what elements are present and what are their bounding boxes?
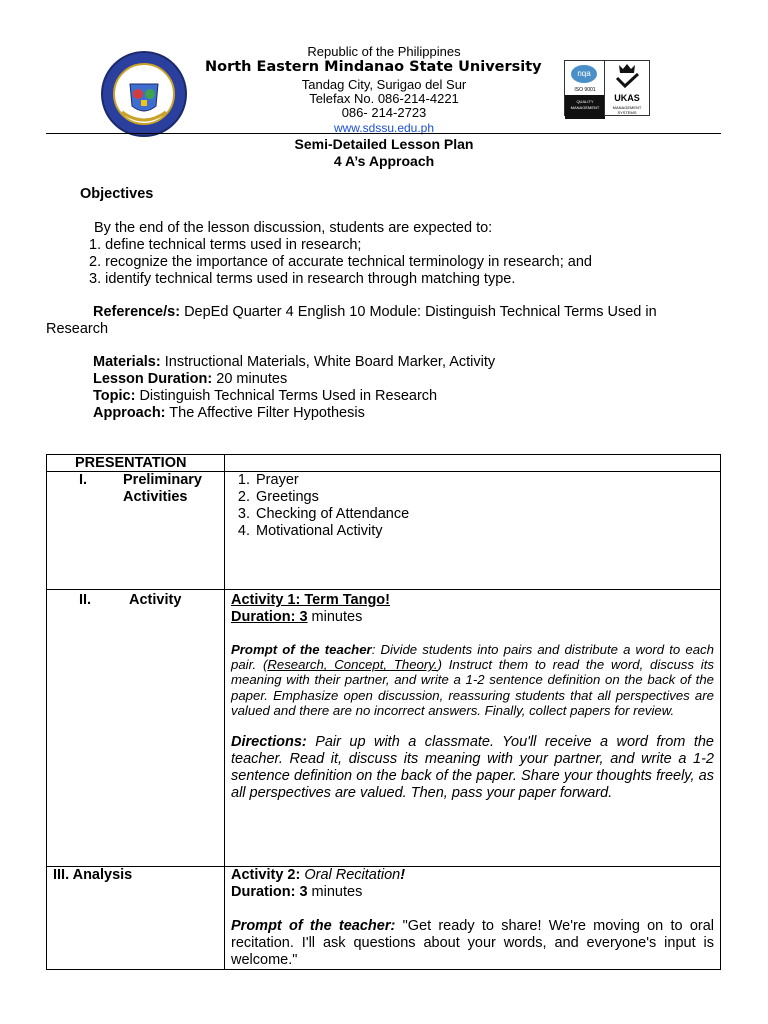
university-name: North Eastern Mindanao State University — [205, 59, 542, 75]
presentation-header: PRESENTATION — [47, 455, 225, 472]
activity-title: Activity 1: Term Tango! — [231, 592, 390, 608]
preliminary-cell: I. Preliminary Activities — [47, 472, 225, 590]
approach-line: Approach: The Affective Filter Hypothesis — [93, 405, 365, 421]
table-row — [47, 472, 721, 590]
objectives-heading: Objectives — [80, 186, 154, 202]
table-row — [47, 455, 721, 472]
reference-continued: Research — [46, 321, 109, 337]
objective-item: 1. define technical terms used in research; — [89, 237, 362, 253]
city-line: Tandag City, Surigao del Sur — [301, 77, 467, 92]
analysis-title: Activity 2: Oral Recitation! — [231, 867, 406, 883]
list-item: 4. Motivational Activity — [237, 523, 383, 539]
reference-line: Reference/s: DepEd Quarter 4 English 10 Module: Distinguish Technical Terms Used in — [93, 304, 657, 320]
plan-title: Semi-Detailed Lesson Plan — [294, 136, 474, 152]
objectives-intro: By the end of the lesson discussion, students are expected to: — [94, 220, 493, 236]
header-divider — [46, 133, 721, 134]
activity-content — [225, 590, 721, 867]
lesson-plan-table — [46, 454, 721, 970]
activity-cell: II. Activity — [47, 590, 225, 867]
list-item: 1. Prayer — [237, 472, 299, 488]
materials-line: Materials: Instructional Materials, White Board Marker, Activity — [93, 354, 496, 370]
analysis-prompt: Prompt of the teacher: "Get ready to share! We're moving on to oral recitation. I'll ask questions about your words, and everyone's input is welcome." — [231, 918, 715, 968]
activity-directions: Directions: Pair up with a classmate. You'll receive a word from the teacher. Read it, discuss its meaning with your partner, and write a 1-2 sentence definition on the back of the paper. Share your thoughts freely, as all perspectives are valued. Then, pass your paper forward. — [231, 734, 714, 802]
activity-prompt: Prompt of the teacher: Divide students into pairs and distribute a word to each pair. (Research, Concept, Theory.) Instruct them to read the word, discuss its meaning with their partner, and write a 1-2 sentence definition on the back of the paper. Emphasize open discussion, reassuring students that all perspectives are valued and there are no incorrect answers. Finally, collect papers for review. — [231, 642, 714, 718]
objective-item: 2. recognize the importance of accurate technical terminology in research; and — [89, 254, 592, 270]
phone-line: 086- 214-2723 — [341, 105, 427, 120]
website-link[interactable]: www.sdssu.edu.ph — [333, 121, 435, 135]
activity-duration: Duration: 3 minutes — [231, 609, 363, 625]
list-item: 2. Greetings — [237, 489, 319, 505]
crown-check-icon — [605, 61, 649, 91]
topic-line: Topic: Distinguish Technical Terms Used in Research — [93, 388, 438, 404]
ukas-certification-badge: UKAS MANAGEMENT SYSTEMS — [604, 60, 650, 116]
analysis-duration: Duration: 3 minutes — [231, 884, 363, 900]
table-row — [47, 590, 721, 867]
plan-subtitle: 4 A’s Approach — [333, 153, 435, 169]
republic-line: Republic of the Philippines — [307, 44, 461, 59]
analysis-content — [225, 867, 721, 970]
table-row — [47, 867, 721, 970]
telefax-line: Telefax No. 086-214-4221 — [309, 91, 459, 106]
objective-item: 3. identify technical terms used in research through matching type. — [89, 271, 516, 287]
iso-certification-badge: nqa ISO 9001 QUALITY MANAGEMENT — [564, 60, 606, 116]
analysis-cell: III. Analysis — [47, 867, 225, 970]
preliminary-list — [225, 472, 721, 590]
list-item: 3. Checking of Attendance — [237, 506, 410, 522]
duration-line: Lesson Duration: 20 minutes — [93, 371, 288, 387]
nqa-icon: nqa — [571, 65, 597, 83]
